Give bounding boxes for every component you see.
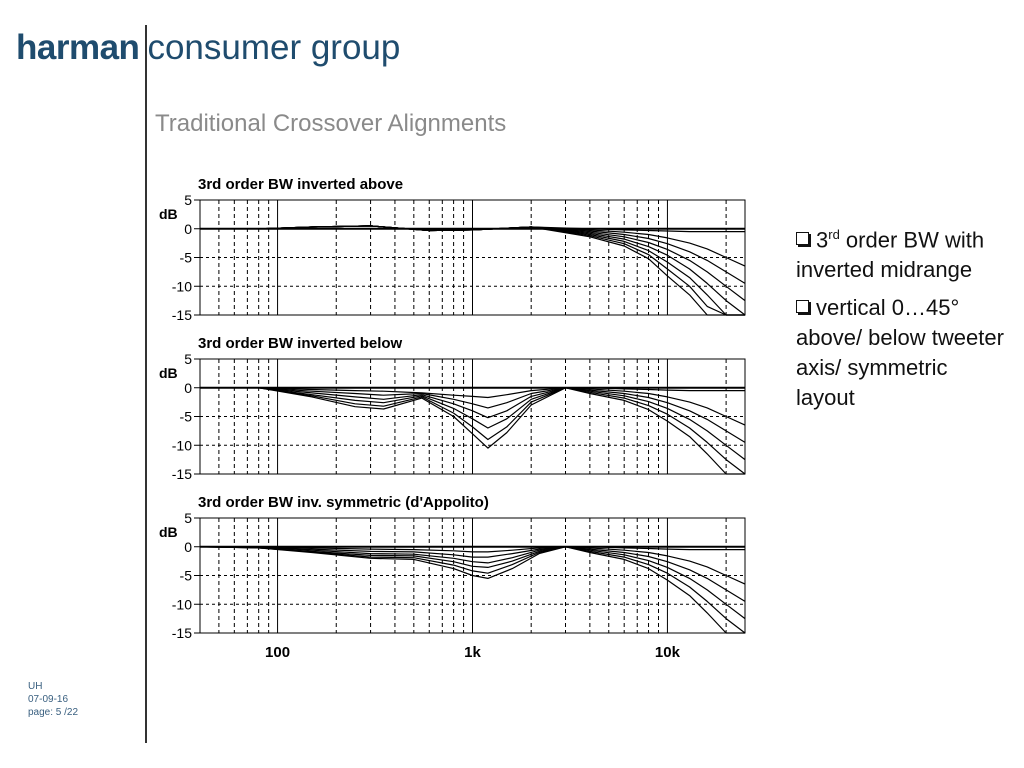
y-tick-label: -15 [171, 466, 192, 482]
y-tick-label: -10 [171, 596, 192, 613]
logo-brand: harman [16, 28, 140, 67]
bullet-text-pre: 3 [816, 227, 829, 253]
vertical-divider [145, 25, 147, 743]
bullet-item [796, 293, 1006, 413]
y-tick-label: 5 [184, 510, 192, 526]
checkbox-bullet-icon [796, 232, 809, 245]
harman-logo [16, 28, 400, 68]
y-tick-label: 5 [184, 192, 192, 208]
x-tick-label: 1k [464, 644, 481, 661]
bullet-list [796, 220, 1006, 421]
chart-title: 3rd order BW inv. symmetric (d'Appolito) [198, 494, 489, 511]
bullet-text-sup: rd [828, 227, 840, 242]
y-tick-label: -15 [171, 307, 192, 323]
y-tick-label: 0 [184, 538, 192, 555]
chart-panel [159, 335, 745, 482]
bullet-text: vertical 0…45° above/ below tweeter axis/ symmetric layout [796, 295, 1004, 411]
crossover-charts [150, 165, 760, 670]
x-tick-label: 10k [654, 644, 680, 661]
logo-group: consumer group [147, 28, 401, 67]
y-tick-label: 0 [184, 379, 192, 396]
bullet-text-post: order BW with inverted midrange [796, 227, 985, 283]
slide-title: Traditional Crossover Alignments [155, 110, 507, 137]
y-tick-label: 5 [184, 351, 192, 367]
footer-page: page: 5 /22 [28, 707, 79, 718]
footer-author: UH [28, 681, 43, 692]
y-axis-label: dB [159, 206, 178, 222]
y-tick-label: 0 [184, 220, 192, 237]
footer-date: 07-09-16 [28, 694, 69, 705]
bullet-item [796, 220, 1006, 285]
y-tick-label: -10 [171, 278, 192, 295]
x-tick-label: 100 [265, 644, 291, 661]
checkbox-bullet-icon [796, 300, 809, 313]
y-axis-label: dB [159, 524, 178, 540]
chart-panel [159, 494, 745, 661]
footer [28, 680, 78, 719]
chart-panel [159, 176, 745, 323]
y-tick-label: -10 [171, 437, 192, 454]
y-tick-label: -5 [179, 408, 192, 425]
y-tick-label: -15 [171, 625, 192, 641]
y-axis-label: dB [159, 365, 178, 381]
chart-title: 3rd order BW inverted below [198, 335, 403, 352]
y-tick-label: -5 [179, 249, 192, 266]
chart-title: 3rd order BW inverted above [198, 176, 404, 193]
y-tick-label: -5 [179, 567, 192, 584]
